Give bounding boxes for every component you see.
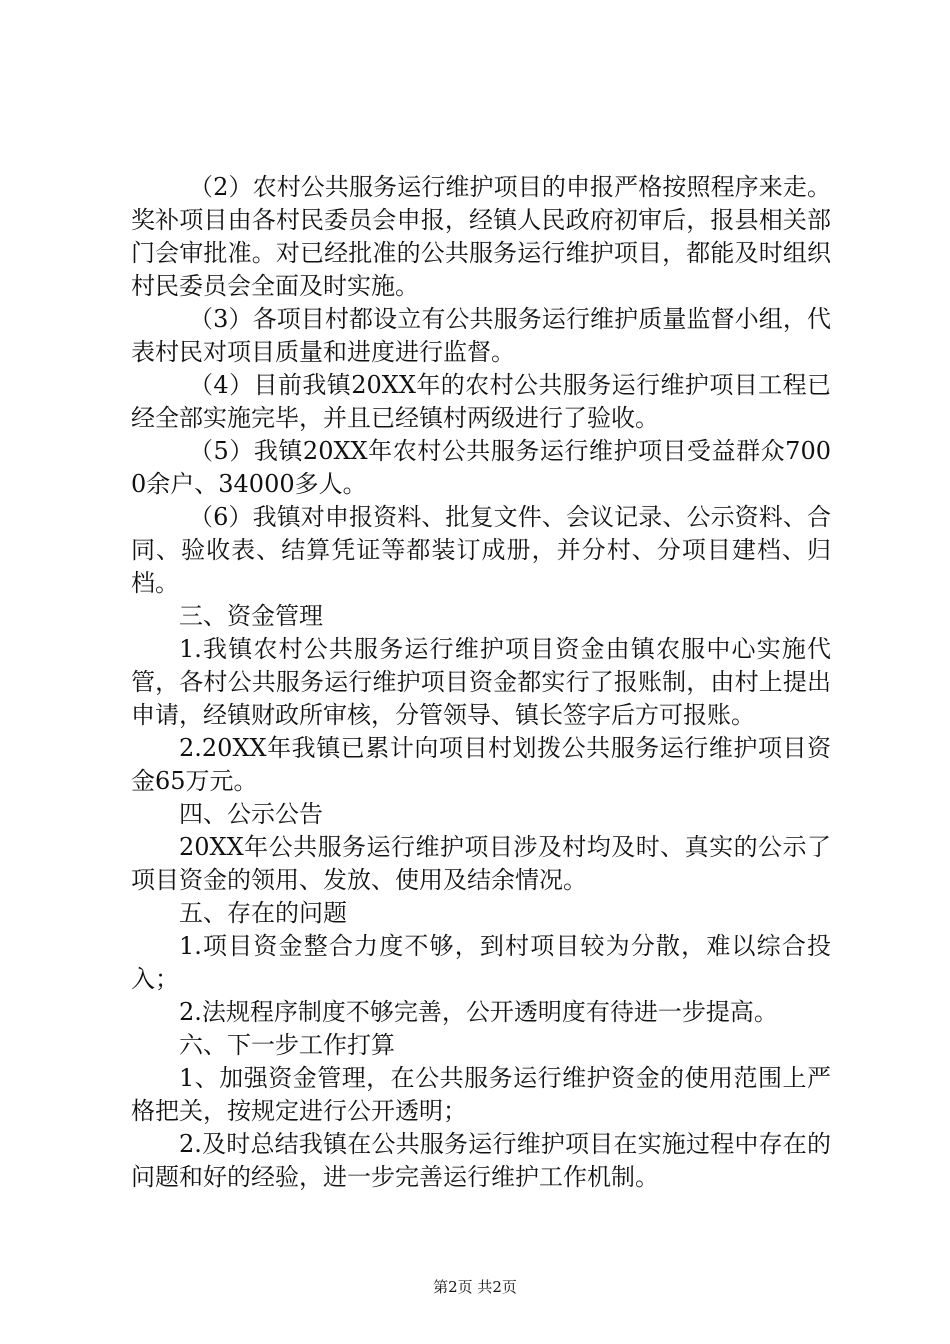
section-heading-fund-management: 三、资金管理 — [179, 602, 323, 630]
paragraph-problem-1: 1.项目资金整合力度不够，到村项目较为分散，难以综合投入； — [131, 932, 831, 993]
paragraph-procedure: （2）农村公共服务运行维护项目的申报严格按照程序来走。奖补项目由各村民委员会申报，经镇人民政府初审后，报县相关部门会审批准。对已经批准的公共服务运行维护项目，都能及时组织村民委员会全面及时实施。 — [131, 173, 831, 300]
paragraph-fund-allocation: 2.20XX年我镇已累计向项目村划拨公共服务运行维护项目资金65万元。 — [131, 734, 831, 795]
paragraph-supervision: （3）各项目村都设立有公共服务运行维护质量监督小组，代表村民对项目质量和进度进行监督。 — [131, 305, 831, 366]
section-heading-problems: 五、存在的问题 — [179, 899, 347, 927]
document-body — [131, 171, 831, 1194]
paragraph-public-notice: 20XX年公共服务运行维护项目涉及村均及时、真实的公示了项目资金的领用、发放、使用及结余情况。 — [131, 833, 831, 894]
page-number-footer: 第2页 共2页 — [433, 1278, 517, 1296]
section-heading-public-notice: 四、公示公告 — [179, 800, 323, 828]
paragraph-next-step-1: 1、加强资金管理，在公共服务运行维护资金的使用范围上严格把关，按规定进行公开透明； — [131, 1064, 831, 1125]
paragraph-fund-reimbursement: 1.我镇农村公共服务运行维护项目资金由镇农服中心实施代管，各村公共服务运行维护项目资金都实行了报账制，由村上提出申请，经镇财政所审核，分管领导、镇长签字后方可报账。 — [131, 635, 831, 729]
paragraph-archiving: （6）我镇对申报资料、批复文件、会议记录、公示资料、合同、验收表、结算凭证等都装订成册，并分村、分项目建档、归档。 — [131, 503, 831, 597]
paragraph-beneficiaries: （5）我镇20XX年农村公共服务运行维护项目受益群众7000余户、34000多人。 — [131, 437, 831, 498]
paragraph-problem-2: 2.法规程序制度不够完善，公开透明度有待进一步提高。 — [179, 998, 778, 1026]
paragraph-next-step-2: 2.及时总结我镇在公共服务运行维护项目在实施过程中存在的问题和好的经验，进一步完善运行维护工作机制。 — [131, 1130, 831, 1191]
paragraph-completion: （4）目前我镇20XX年的农村公共服务运行维护项目工程已经全部实施完毕，并且已经镇村两级进行了验收。 — [131, 371, 831, 432]
section-heading-next-steps: 六、下一步工作打算 — [179, 1031, 395, 1059]
